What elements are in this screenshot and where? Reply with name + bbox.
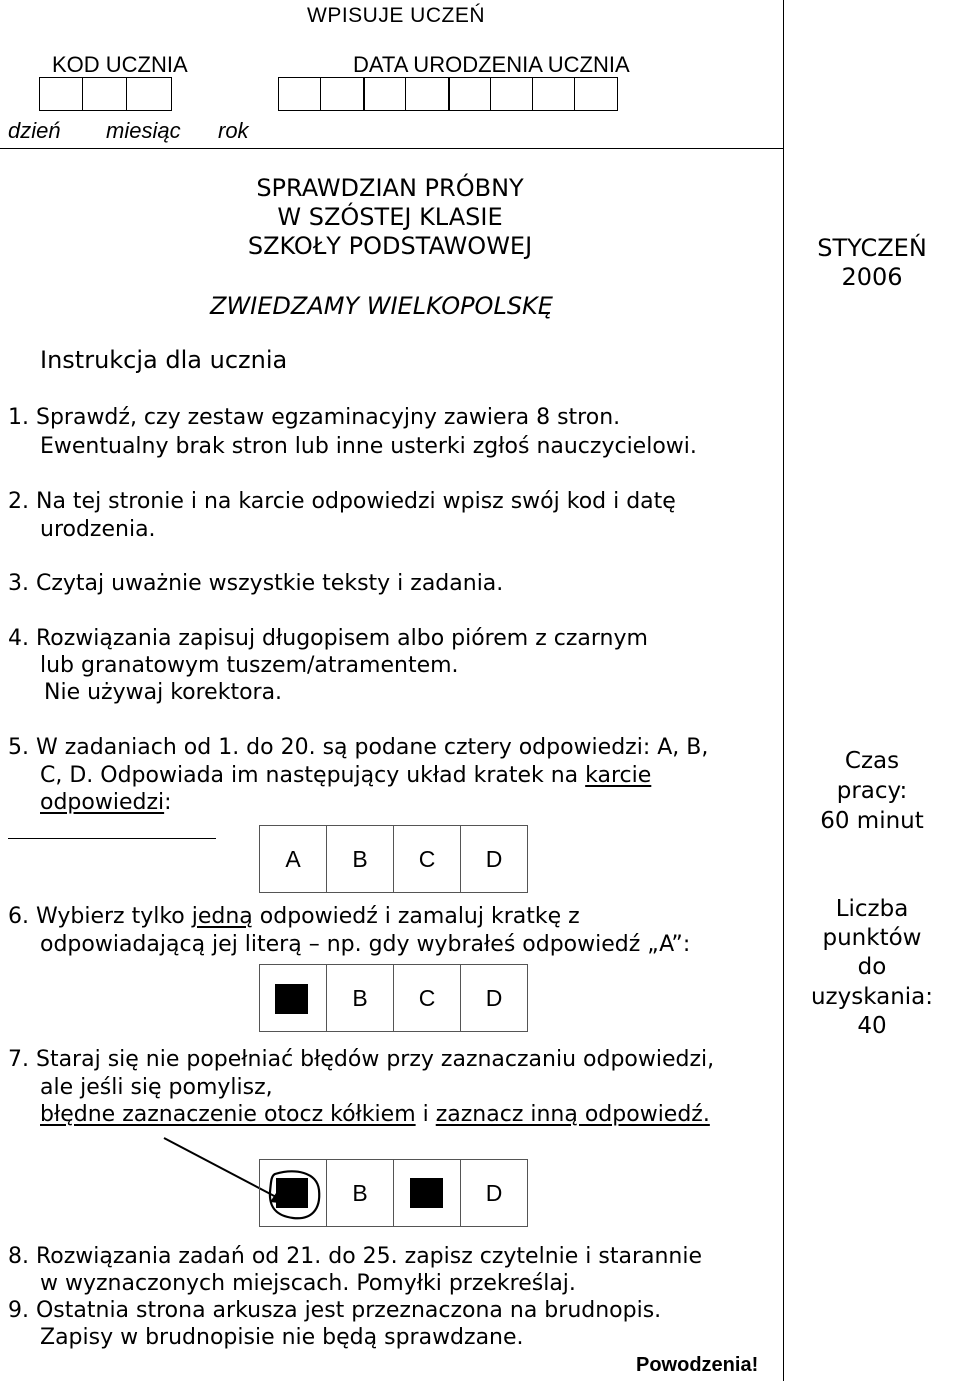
instruction-5-text: C, D. Odpowiada im następujący układ kratek na (40, 763, 586, 788)
student-code-box[interactable] (39, 77, 83, 111)
answer-card-phrase-cont: odpowiedzi (40, 790, 165, 815)
title-line-2: W SZÓSTEJ KLASIE (277, 203, 503, 231)
birth-year-box[interactable] (532, 77, 575, 111)
points-line-4: uzyskania: (810, 984, 934, 1010)
circle-wrong-phrase: błędne zaznaczenie otocz kółkiem (40, 1102, 416, 1127)
student-fills-label: WPISUJE UCZEŃ (307, 4, 486, 27)
instruction-6-line-1 (8, 904, 580, 929)
points-line-5: 40 (857, 1013, 887, 1039)
instruction-6-line-2: odpowiadającą jej literą – np. gdy wybrałeś odpowiedź „A”: (40, 932, 691, 957)
answer-cell-c: C (393, 825, 461, 893)
filled-square (275, 984, 308, 1014)
answer-card-phrase: karcie (585, 763, 652, 788)
student-code-label: KOD UCZNIA (52, 52, 188, 77)
instruction-5-line-1: 5. W zadaniach od 1. do 20. są podane cztery odpowiedzi: A, B, (8, 735, 709, 760)
answer-cell-b: B (326, 964, 394, 1032)
birth-month-box[interactable] (363, 77, 406, 111)
filled-square (410, 1178, 443, 1208)
answer-cell-b: B (326, 1159, 394, 1227)
instruction-1-line-1: 1. Sprawdź, czy zestaw egzaminacyjny zawiera 8 stron. (8, 405, 621, 430)
instruction-3: 3. Czytaj uważnie wszystkie teksty i zadania. (8, 571, 504, 596)
birth-day-box[interactable] (278, 77, 321, 111)
instruction-7-line-1: 7. Staraj się nie popełniać błędów przy zaznaczaniu odpowiedzi, (8, 1047, 715, 1072)
points-line-3: do (857, 954, 887, 980)
birth-day-box[interactable] (320, 77, 364, 111)
exam-year: 2006 (841, 263, 903, 291)
answer-cell-d: D (460, 964, 528, 1032)
separator-line (8, 838, 216, 839)
good-luck: Powodzenia! (636, 1354, 759, 1376)
answer-cell-b: B (326, 825, 394, 893)
instruction-4-line-3: Nie używaj korektora. (44, 680, 283, 705)
year-label: rok (218, 118, 249, 143)
instruction-5-line-2 (40, 763, 651, 788)
student-code-box[interactable] (126, 77, 172, 111)
instruction-5-line-3 (40, 790, 172, 815)
exam-month: STYCZEŃ (817, 234, 927, 262)
mark-other-phrase: zaznacz inną odpowiedź. (435, 1102, 710, 1127)
instructions-heading: Instrukcja dla ucznia (40, 346, 288, 374)
title-line-3: SZKOŁY PODSTAWOWEJ (247, 232, 533, 260)
right-column-divider (783, 0, 784, 1381)
instruction-5-colon: : (164, 790, 172, 815)
instruction-6-text-c: odpowiedź i zamaluj kratkę z (252, 904, 580, 929)
answer-cell-d: D (460, 1159, 528, 1227)
birth-date-label: DATA URODZENIA UCZNIA (353, 52, 630, 77)
answer-cell-c: C (393, 964, 461, 1032)
subtitle: ZWIEDZAMY WIELKOPOLSKĘ (210, 292, 553, 320)
day-label: dzień (8, 118, 61, 143)
answer-cell-d: D (460, 825, 528, 893)
time-line-2: pracy: (836, 778, 908, 804)
month-label: miesiąc (106, 118, 181, 143)
instruction-9-line-2: Zapisy w brudnopisie nie będą sprawdzane. (40, 1325, 524, 1350)
points-line-2: punktów (822, 925, 922, 951)
only-one-phrase: jedną (191, 904, 253, 929)
birth-year-box[interactable] (448, 77, 491, 111)
time-line-1: Czas (844, 748, 900, 774)
instruction-2-line-2: urodzenia. (40, 517, 156, 542)
birth-year-box[interactable] (574, 77, 618, 111)
time-line-3: 60 minut (820, 808, 924, 834)
correction-circle-icon (265, 1166, 325, 1224)
instruction-8-line-2: w wyznaczonych miejscach. Pomyłki przekreślaj. (40, 1271, 576, 1296)
answer-cell-a: A (259, 825, 327, 893)
points-line-1: Liczba (835, 896, 909, 922)
birth-year-box[interactable] (490, 77, 533, 111)
instruction-7-and: i (415, 1102, 436, 1127)
instruction-1-line-2: Ewentualny brak stron lub inne usterki zgłoś nauczycielowi. (40, 434, 697, 459)
instruction-4-line-2: lub granatowym tuszem/atramentem. (40, 653, 459, 678)
student-code-box[interactable] (82, 77, 127, 111)
instruction-9-line-1: 9. Ostatnia strona arkusza jest przeznaczona na brudnopis. (8, 1298, 662, 1323)
birth-month-box[interactable] (405, 77, 449, 111)
instruction-8-line-1: 8. Rozwiązania zadań od 21. do 25. zapisz czytelnie i starannie (8, 1244, 703, 1269)
instruction-4-line-1: 4. Rozwiązania zapisuj długopisem albo piórem z czarnym (8, 626, 648, 651)
instruction-2-line-1: 2. Na tej stronie i na karcie odpowiedzi wpisz swój kod i datę (8, 489, 676, 514)
instruction-7-line-3 (40, 1102, 710, 1127)
instruction-6-text-a: 6. Wybierz tylko (8, 904, 192, 929)
header-divider (0, 148, 783, 149)
instruction-7-line-2: ale jeśli się pomylisz, (40, 1075, 273, 1100)
title-line-1: SPRAWDZIAN PRÓBNY (256, 174, 524, 202)
